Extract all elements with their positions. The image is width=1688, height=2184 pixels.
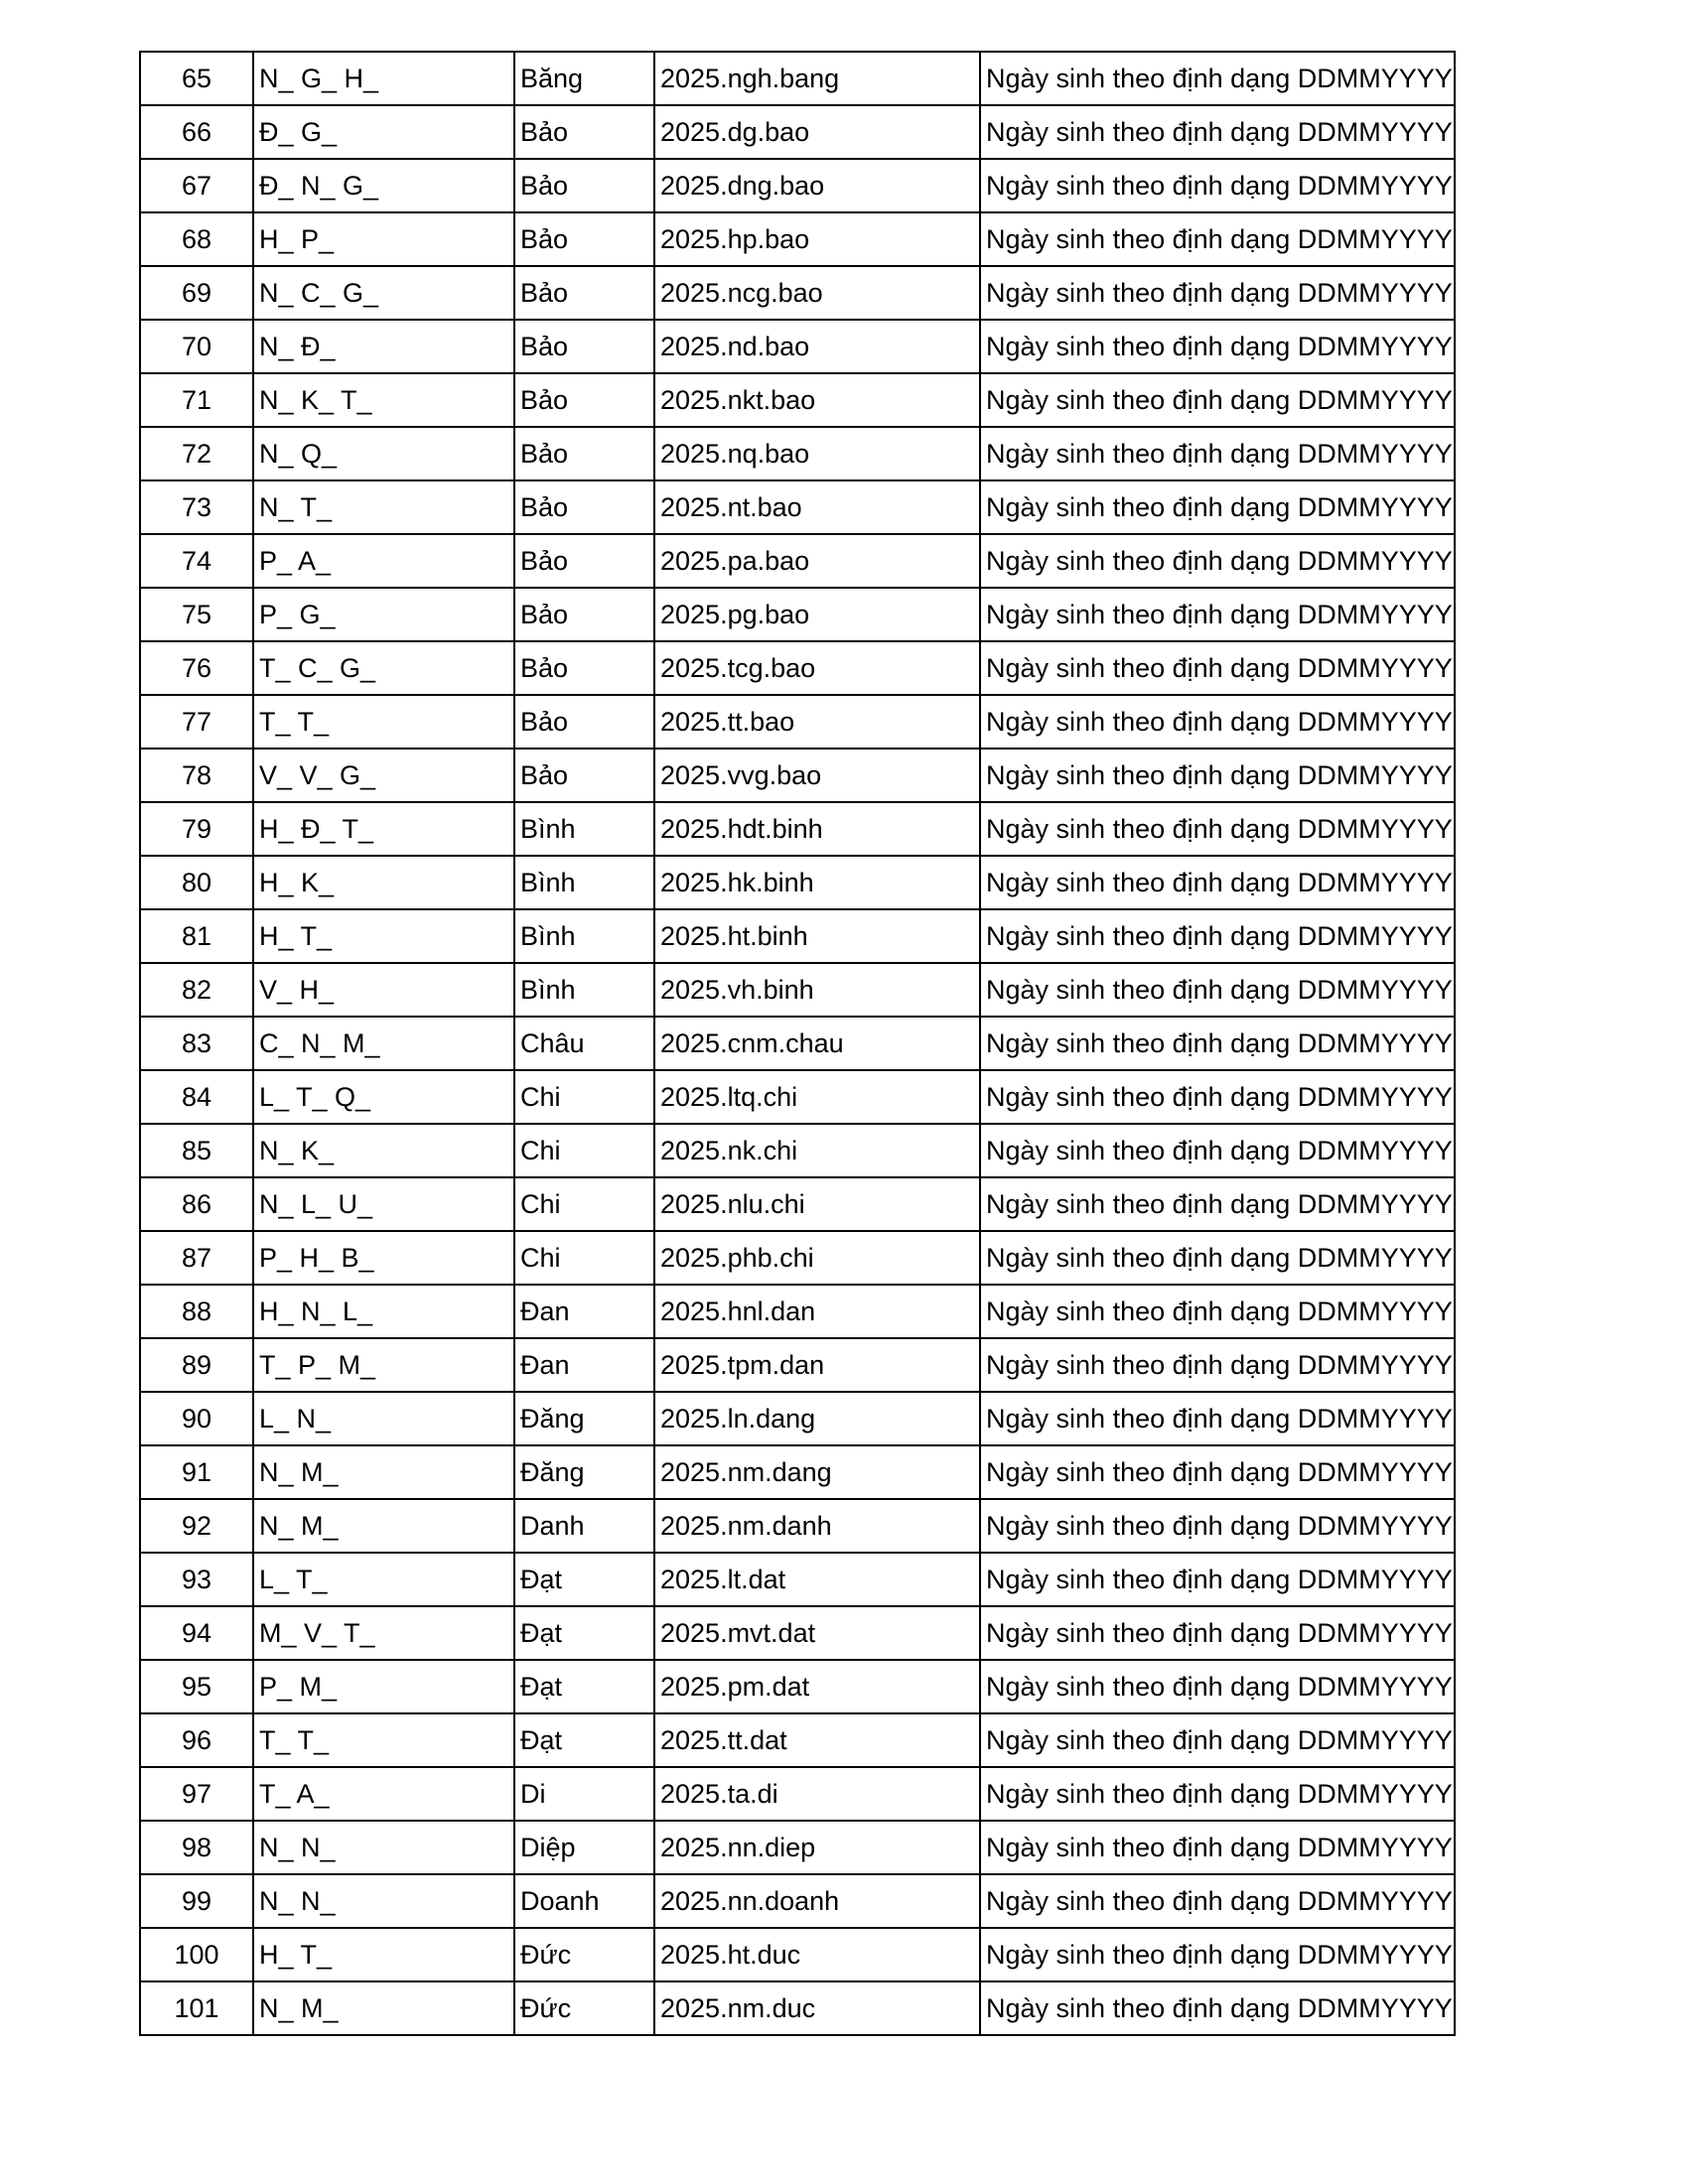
- given-name-cell: Đạt: [514, 1553, 654, 1606]
- given-name-cell: Châu: [514, 1017, 654, 1070]
- given-name-cell: Bảo: [514, 105, 654, 159]
- username-cell: 2025.cnm.chau: [654, 1017, 980, 1070]
- given-name-cell: Đăng: [514, 1445, 654, 1499]
- initials-cell: N_ Đ_: [253, 320, 514, 373]
- initials-cell: N_ K_ T_: [253, 373, 514, 427]
- row-number: 83: [140, 1017, 253, 1070]
- given-name-cell: Bảo: [514, 266, 654, 320]
- row-number: 87: [140, 1231, 253, 1285]
- username-cell: 2025.hnl.dan: [654, 1285, 980, 1338]
- roster-sheet: [139, 51, 1456, 2036]
- initials-cell: L_ T_: [253, 1553, 514, 1606]
- table-row: [140, 52, 1455, 105]
- username-cell: 2025.nn.diep: [654, 1821, 980, 1874]
- initials-cell: P_ M_: [253, 1660, 514, 1713]
- password-note-cell: Ngày sinh theo định dạng DDMMYYYY: [980, 1660, 1455, 1713]
- password-note-cell: Ngày sinh theo định dạng DDMMYYYY: [980, 427, 1455, 480]
- username-cell: 2025.nm.danh: [654, 1499, 980, 1553]
- initials-cell: N_ M_: [253, 1445, 514, 1499]
- initials-cell: H_ P_: [253, 212, 514, 266]
- table-row: [140, 1660, 1455, 1713]
- table-row: [140, 1445, 1455, 1499]
- password-note-cell: Ngày sinh theo định dạng DDMMYYYY: [980, 909, 1455, 963]
- username-cell: 2025.tt.dat: [654, 1713, 980, 1767]
- username-cell: 2025.nm.dang: [654, 1445, 980, 1499]
- initials-cell: H_ Đ_ T_: [253, 802, 514, 856]
- initials-cell: Đ_ N_ G_: [253, 159, 514, 212]
- given-name-cell: Bảo: [514, 749, 654, 802]
- password-note-cell: Ngày sinh theo định dạng DDMMYYYY: [980, 105, 1455, 159]
- username-cell: 2025.ln.dang: [654, 1392, 980, 1445]
- given-name-cell: Chi: [514, 1231, 654, 1285]
- given-name-cell: Đức: [514, 1928, 654, 1981]
- given-name-cell: Bảo: [514, 588, 654, 641]
- given-name-cell: Di: [514, 1767, 654, 1821]
- account-table-body: [140, 52, 1455, 2035]
- password-note-cell: Ngày sinh theo định dạng DDMMYYYY: [980, 1231, 1455, 1285]
- initials-cell: P_ H_ B_: [253, 1231, 514, 1285]
- row-number: 79: [140, 802, 253, 856]
- username-cell: 2025.nlu.chi: [654, 1177, 980, 1231]
- username-cell: 2025.lt.dat: [654, 1553, 980, 1606]
- given-name-cell: Bảo: [514, 159, 654, 212]
- account-table: [139, 51, 1456, 2036]
- table-row: [140, 266, 1455, 320]
- row-number: 69: [140, 266, 253, 320]
- password-note-cell: Ngày sinh theo định dạng DDMMYYYY: [980, 963, 1455, 1017]
- password-note-cell: Ngày sinh theo định dạng DDMMYYYY: [980, 159, 1455, 212]
- password-note-cell: Ngày sinh theo định dạng DDMMYYYY: [980, 641, 1455, 695]
- table-row: [140, 749, 1455, 802]
- row-number: 73: [140, 480, 253, 534]
- username-cell: 2025.tt.bao: [654, 695, 980, 749]
- initials-cell: T_ T_: [253, 695, 514, 749]
- initials-cell: H_ T_: [253, 909, 514, 963]
- initials-cell: Đ_ G_: [253, 105, 514, 159]
- table-row: [140, 212, 1455, 266]
- username-cell: 2025.ncg.bao: [654, 266, 980, 320]
- given-name-cell: Danh: [514, 1499, 654, 1553]
- row-number: 89: [140, 1338, 253, 1392]
- username-cell: 2025.ngh.bang: [654, 52, 980, 105]
- initials-cell: T_ P_ M_: [253, 1338, 514, 1392]
- username-cell: 2025.nm.duc: [654, 1981, 980, 2035]
- given-name-cell: Chi: [514, 1177, 654, 1231]
- given-name-cell: Băng: [514, 52, 654, 105]
- username-cell: 2025.nk.chi: [654, 1124, 980, 1177]
- initials-cell: V_ V_ G_: [253, 749, 514, 802]
- table-row: [140, 373, 1455, 427]
- table-row: [140, 1177, 1455, 1231]
- table-row: [140, 641, 1455, 695]
- row-number: 76: [140, 641, 253, 695]
- table-row: [140, 1928, 1455, 1981]
- username-cell: 2025.vvg.bao: [654, 749, 980, 802]
- password-note-cell: Ngày sinh theo định dạng DDMMYYYY: [980, 1874, 1455, 1928]
- row-number: 82: [140, 963, 253, 1017]
- row-number: 68: [140, 212, 253, 266]
- table-row: [140, 1767, 1455, 1821]
- password-note-cell: Ngày sinh theo định dạng DDMMYYYY: [980, 1553, 1455, 1606]
- table-row: [140, 534, 1455, 588]
- password-note-cell: Ngày sinh theo định dạng DDMMYYYY: [980, 52, 1455, 105]
- password-note-cell: Ngày sinh theo định dạng DDMMYYYY: [980, 320, 1455, 373]
- table-row: [140, 1070, 1455, 1124]
- password-note-cell: Ngày sinh theo định dạng DDMMYYYY: [980, 1392, 1455, 1445]
- username-cell: 2025.nkt.bao: [654, 373, 980, 427]
- password-note-cell: Ngày sinh theo định dạng DDMMYYYY: [980, 1821, 1455, 1874]
- row-number: 99: [140, 1874, 253, 1928]
- password-note-cell: Ngày sinh theo định dạng DDMMYYYY: [980, 1767, 1455, 1821]
- table-row: [140, 1606, 1455, 1660]
- row-number: 86: [140, 1177, 253, 1231]
- password-note-cell: Ngày sinh theo định dạng DDMMYYYY: [980, 1017, 1455, 1070]
- initials-cell: V_ H_: [253, 963, 514, 1017]
- initials-cell: N_ M_: [253, 1981, 514, 2035]
- initials-cell: L_ N_: [253, 1392, 514, 1445]
- initials-cell: N_ T_: [253, 480, 514, 534]
- row-number: 78: [140, 749, 253, 802]
- row-number: 75: [140, 588, 253, 641]
- password-note-cell: Ngày sinh theo định dạng DDMMYYYY: [980, 480, 1455, 534]
- table-row: [140, 963, 1455, 1017]
- username-cell: 2025.dg.bao: [654, 105, 980, 159]
- password-note-cell: Ngày sinh theo định dạng DDMMYYYY: [980, 266, 1455, 320]
- initials-cell: H_ K_: [253, 856, 514, 909]
- table-row: [140, 1124, 1455, 1177]
- table-row: [140, 909, 1455, 963]
- username-cell: 2025.tcg.bao: [654, 641, 980, 695]
- password-note-cell: Ngày sinh theo định dạng DDMMYYYY: [980, 588, 1455, 641]
- given-name-cell: Chi: [514, 1124, 654, 1177]
- row-number: 81: [140, 909, 253, 963]
- given-name-cell: Bảo: [514, 641, 654, 695]
- given-name-cell: Đức: [514, 1981, 654, 2035]
- table-row: [140, 320, 1455, 373]
- password-note-cell: Ngày sinh theo định dạng DDMMYYYY: [980, 1445, 1455, 1499]
- given-name-cell: Bảo: [514, 480, 654, 534]
- username-cell: 2025.nn.doanh: [654, 1874, 980, 1928]
- username-cell: 2025.ht.duc: [654, 1928, 980, 1981]
- given-name-cell: Chi: [514, 1070, 654, 1124]
- table-row: [140, 1499, 1455, 1553]
- password-note-cell: Ngày sinh theo định dạng DDMMYYYY: [980, 1070, 1455, 1124]
- initials-cell: P_ A_: [253, 534, 514, 588]
- table-row: [140, 1821, 1455, 1874]
- given-name-cell: Bình: [514, 909, 654, 963]
- row-number: 96: [140, 1713, 253, 1767]
- row-number: 74: [140, 534, 253, 588]
- username-cell: 2025.nt.bao: [654, 480, 980, 534]
- given-name-cell: Doanh: [514, 1874, 654, 1928]
- row-number: 80: [140, 856, 253, 909]
- table-row: [140, 802, 1455, 856]
- given-name-cell: Bảo: [514, 427, 654, 480]
- password-note-cell: Ngày sinh theo định dạng DDMMYYYY: [980, 1928, 1455, 1981]
- row-number: 92: [140, 1499, 253, 1553]
- given-name-cell: Bình: [514, 802, 654, 856]
- password-note-cell: Ngày sinh theo định dạng DDMMYYYY: [980, 1285, 1455, 1338]
- row-number: 85: [140, 1124, 253, 1177]
- username-cell: 2025.vh.binh: [654, 963, 980, 1017]
- given-name-cell: Đạt: [514, 1713, 654, 1767]
- password-note-cell: Ngày sinh theo định dạng DDMMYYYY: [980, 1124, 1455, 1177]
- username-cell: 2025.ht.binh: [654, 909, 980, 963]
- row-number: 91: [140, 1445, 253, 1499]
- initials-cell: T_ C_ G_: [253, 641, 514, 695]
- given-name-cell: Diệp: [514, 1821, 654, 1874]
- given-name-cell: Đạt: [514, 1606, 654, 1660]
- username-cell: 2025.pm.dat: [654, 1660, 980, 1713]
- password-note-cell: Ngày sinh theo định dạng DDMMYYYY: [980, 802, 1455, 856]
- given-name-cell: Bảo: [514, 320, 654, 373]
- given-name-cell: Đan: [514, 1285, 654, 1338]
- initials-cell: T_ A_: [253, 1767, 514, 1821]
- initials-cell: T_ T_: [253, 1713, 514, 1767]
- initials-cell: H_ N_ L_: [253, 1285, 514, 1338]
- row-number: 65: [140, 52, 253, 105]
- initials-cell: N_ L_ U_: [253, 1177, 514, 1231]
- row-number: 93: [140, 1553, 253, 1606]
- given-name-cell: Đạt: [514, 1660, 654, 1713]
- password-note-cell: Ngày sinh theo định dạng DDMMYYYY: [980, 1177, 1455, 1231]
- table-row: [140, 1713, 1455, 1767]
- initials-cell: C_ N_ M_: [253, 1017, 514, 1070]
- username-cell: 2025.hp.bao: [654, 212, 980, 266]
- initials-cell: N_ K_: [253, 1124, 514, 1177]
- row-number: 72: [140, 427, 253, 480]
- password-note-cell: Ngày sinh theo định dạng DDMMYYYY: [980, 1713, 1455, 1767]
- password-note-cell: Ngày sinh theo định dạng DDMMYYYY: [980, 1499, 1455, 1553]
- initials-cell: N_ N_: [253, 1821, 514, 1874]
- password-note-cell: Ngày sinh theo định dạng DDMMYYYY: [980, 1606, 1455, 1660]
- table-row: [140, 1017, 1455, 1070]
- table-row: [140, 1392, 1455, 1445]
- row-number: 88: [140, 1285, 253, 1338]
- username-cell: 2025.nd.bao: [654, 320, 980, 373]
- password-note-cell: Ngày sinh theo định dạng DDMMYYYY: [980, 534, 1455, 588]
- table-row: [140, 588, 1455, 641]
- row-number: 77: [140, 695, 253, 749]
- initials-cell: N_ M_: [253, 1499, 514, 1553]
- password-note-cell: Ngày sinh theo định dạng DDMMYYYY: [980, 1338, 1455, 1392]
- username-cell: 2025.pa.bao: [654, 534, 980, 588]
- password-note-cell: Ngày sinh theo định dạng DDMMYYYY: [980, 212, 1455, 266]
- table-row: [140, 1231, 1455, 1285]
- given-name-cell: Bảo: [514, 212, 654, 266]
- given-name-cell: Đăng: [514, 1392, 654, 1445]
- row-number: 97: [140, 1767, 253, 1821]
- username-cell: 2025.pg.bao: [654, 588, 980, 641]
- password-note-cell: Ngày sinh theo định dạng DDMMYYYY: [980, 695, 1455, 749]
- row-number: 100: [140, 1928, 253, 1981]
- username-cell: 2025.ltq.chi: [654, 1070, 980, 1124]
- username-cell: 2025.hk.binh: [654, 856, 980, 909]
- row-number: 67: [140, 159, 253, 212]
- table-row: [140, 427, 1455, 480]
- password-note-cell: Ngày sinh theo định dạng DDMMYYYY: [980, 373, 1455, 427]
- table-row: [140, 105, 1455, 159]
- given-name-cell: Bảo: [514, 534, 654, 588]
- table-row: [140, 1874, 1455, 1928]
- initials-cell: L_ T_ Q_: [253, 1070, 514, 1124]
- username-cell: 2025.nq.bao: [654, 427, 980, 480]
- password-note-cell: Ngày sinh theo định dạng DDMMYYYY: [980, 749, 1455, 802]
- row-number: 66: [140, 105, 253, 159]
- username-cell: 2025.hdt.binh: [654, 802, 980, 856]
- username-cell: 2025.mvt.dat: [654, 1606, 980, 1660]
- given-name-cell: Bảo: [514, 373, 654, 427]
- username-cell: 2025.tpm.dan: [654, 1338, 980, 1392]
- given-name-cell: Bình: [514, 856, 654, 909]
- given-name-cell: Bảo: [514, 695, 654, 749]
- table-row: [140, 1981, 1455, 2035]
- given-name-cell: Bình: [514, 963, 654, 1017]
- row-number: 94: [140, 1606, 253, 1660]
- table-row: [140, 1338, 1455, 1392]
- row-number: 71: [140, 373, 253, 427]
- given-name-cell: Đan: [514, 1338, 654, 1392]
- password-note-cell: Ngày sinh theo định dạng DDMMYYYY: [980, 856, 1455, 909]
- table-row: [140, 1553, 1455, 1606]
- username-cell: 2025.ta.di: [654, 1767, 980, 1821]
- initials-cell: N_ Q_: [253, 427, 514, 480]
- initials-cell: N_ G_ H_: [253, 52, 514, 105]
- table-row: [140, 695, 1455, 749]
- initials-cell: N_ N_: [253, 1874, 514, 1928]
- initials-cell: M_ V_ T_: [253, 1606, 514, 1660]
- table-row: [140, 159, 1455, 212]
- table-row: [140, 480, 1455, 534]
- password-note-cell: Ngày sinh theo định dạng DDMMYYYY: [980, 1981, 1455, 2035]
- username-cell: 2025.dng.bao: [654, 159, 980, 212]
- username-cell: 2025.phb.chi: [654, 1231, 980, 1285]
- initials-cell: H_ T_: [253, 1928, 514, 1981]
- initials-cell: P_ G_: [253, 588, 514, 641]
- initials-cell: N_ C_ G_: [253, 266, 514, 320]
- row-number: 70: [140, 320, 253, 373]
- row-number: 95: [140, 1660, 253, 1713]
- row-number: 101: [140, 1981, 253, 2035]
- row-number: 98: [140, 1821, 253, 1874]
- table-row: [140, 1285, 1455, 1338]
- row-number: 84: [140, 1070, 253, 1124]
- table-row: [140, 856, 1455, 909]
- row-number: 90: [140, 1392, 253, 1445]
